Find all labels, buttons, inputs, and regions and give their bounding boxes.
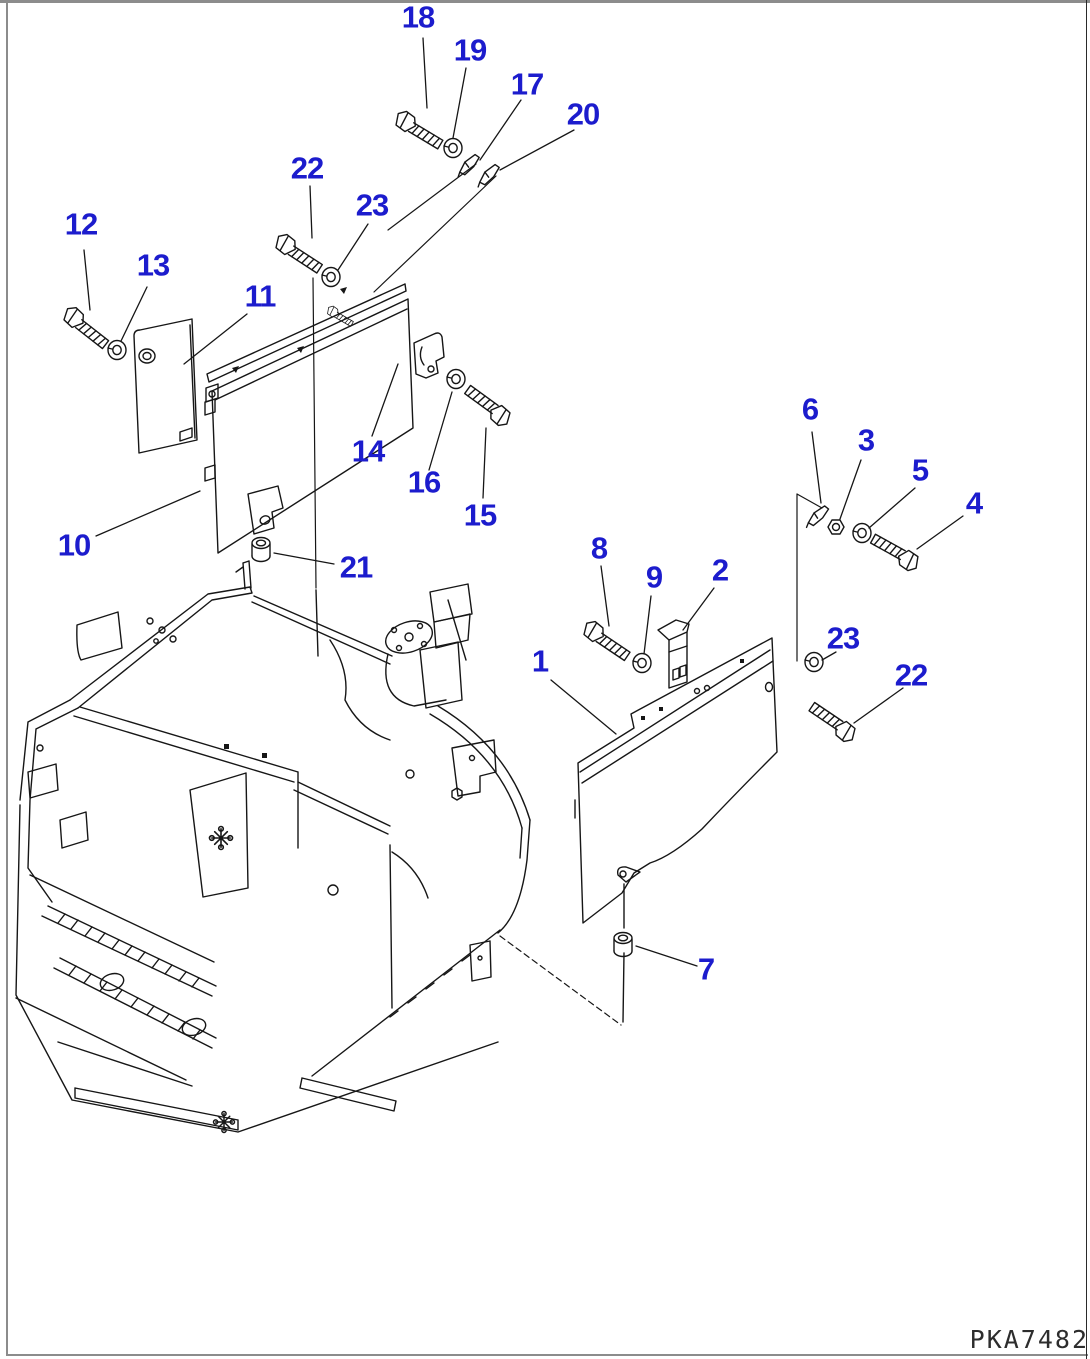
callout-3: 3 bbox=[857, 422, 875, 458]
alignment-lines bbox=[313, 164, 822, 1025]
callout-21: 21 bbox=[339, 549, 373, 585]
plate-11 bbox=[134, 319, 197, 453]
callout-4: 4 bbox=[965, 485, 983, 521]
clamp-14-icon bbox=[414, 333, 444, 378]
callout-23b: 23 bbox=[826, 620, 860, 656]
leader-line-19 bbox=[453, 68, 466, 138]
leader-line-22a bbox=[310, 186, 312, 238]
clip-17-icon bbox=[453, 154, 483, 177]
callout-16: 16 bbox=[407, 464, 441, 500]
bolt-22-left-icon bbox=[272, 231, 325, 274]
callout-11: 11 bbox=[244, 278, 276, 314]
leader-line-5 bbox=[869, 488, 915, 528]
callout-20: 20 bbox=[566, 96, 600, 132]
washer-23-left-icon bbox=[322, 268, 340, 287]
callout-7: 7 bbox=[697, 951, 715, 987]
callout-19: 19 bbox=[453, 32, 487, 68]
leader-line-21 bbox=[274, 553, 334, 564]
panel-10 bbox=[205, 284, 413, 553]
machine-frame bbox=[16, 561, 530, 1133]
washer-16-icon bbox=[447, 370, 465, 389]
callout-8: 8 bbox=[590, 530, 608, 566]
washer-9-icon bbox=[633, 654, 651, 673]
callout-2: 2 bbox=[711, 552, 729, 588]
washer-23-right-icon bbox=[805, 653, 823, 672]
callout-5: 5 bbox=[911, 452, 929, 488]
leader-line-15 bbox=[483, 428, 486, 498]
callout-15: 15 bbox=[463, 497, 497, 533]
bolt-4-icon bbox=[868, 532, 922, 573]
leader-line-8 bbox=[601, 566, 609, 626]
leader-line-3 bbox=[840, 460, 861, 519]
leader-line-23a bbox=[338, 224, 368, 270]
leader-line-1 bbox=[551, 680, 616, 734]
leader-line-17 bbox=[480, 100, 521, 160]
callout-18: 18 bbox=[401, 0, 435, 35]
callout-10: 10 bbox=[57, 527, 91, 563]
callout-6: 6 bbox=[801, 391, 819, 427]
leader-line-12 bbox=[84, 250, 90, 310]
leader-line-7 bbox=[636, 946, 697, 966]
washer-13-icon bbox=[108, 341, 126, 360]
leader-line-20 bbox=[500, 130, 574, 170]
leader-line-18 bbox=[423, 38, 427, 108]
clip-6-icon bbox=[802, 505, 831, 527]
bolt-15-icon bbox=[461, 384, 514, 429]
leader-line-10 bbox=[96, 491, 200, 536]
leader-line-2 bbox=[683, 588, 714, 630]
leader-line-4 bbox=[917, 516, 963, 549]
callout-14: 14 bbox=[351, 433, 385, 469]
leader-line-6 bbox=[812, 432, 821, 503]
watermark-code: PKA7482 bbox=[969, 1325, 1089, 1354]
callout-1: 1 bbox=[531, 643, 549, 679]
washer-19-icon bbox=[444, 139, 462, 158]
leader-line-9 bbox=[644, 596, 651, 654]
callout-22a: 22 bbox=[290, 150, 324, 186]
bolt-18-icon bbox=[392, 108, 446, 150]
leader-line-14 bbox=[372, 364, 398, 436]
callout-23a: 23 bbox=[355, 187, 389, 223]
callout-9: 9 bbox=[645, 559, 663, 595]
leader-line-16 bbox=[429, 392, 452, 470]
bolt-12-icon bbox=[60, 304, 112, 350]
washer-5-icon bbox=[853, 524, 871, 543]
grommet-7-icon bbox=[614, 933, 632, 957]
grommet-21-icon bbox=[252, 538, 270, 562]
bolt-8-icon bbox=[580, 618, 633, 662]
leader-line-22b bbox=[854, 688, 903, 723]
nut-3-icon bbox=[828, 520, 844, 534]
callout-13: 13 bbox=[136, 247, 170, 283]
callout-12: 12 bbox=[64, 206, 98, 242]
bracket-2-icon bbox=[658, 620, 689, 688]
side-panel-1 bbox=[575, 638, 777, 1022]
callout-17: 17 bbox=[510, 66, 544, 102]
bolt-22-right-icon bbox=[806, 701, 859, 745]
callout-22b: 22 bbox=[894, 657, 928, 693]
